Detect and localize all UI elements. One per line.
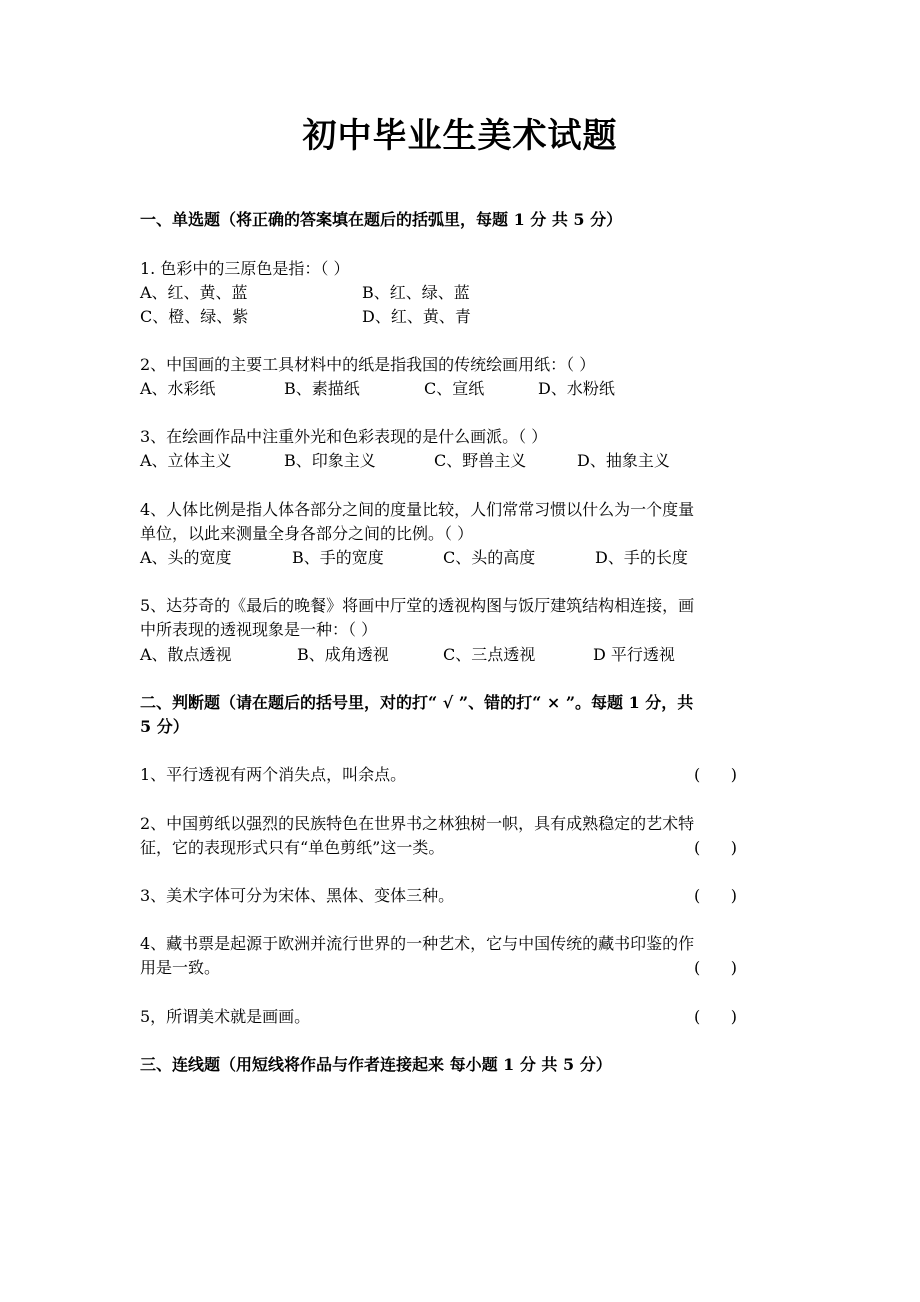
q5-option-d: D 平行透视 — [593, 645, 675, 664]
judge-4-answer-paren: ( ) — [694, 958, 737, 977]
section-3-heading: 三、连线题（用短线将作品与作者连接起来 每小题 1 分 共 5 分） — [140, 1055, 612, 1074]
q2-option-a: A、水彩纸 — [140, 379, 216, 398]
judge-5-answer-paren: ( ) — [694, 1007, 737, 1026]
judge-2-text-line2: 征，它的表现形式只有“单色剪纸”这一类。 — [140, 838, 445, 857]
q5-text-line1: 5、达芬奇的《最后的晚餐》将画中厅堂的透视构图与饭厅建筑结构相连接，画 — [140, 596, 695, 615]
q3-option-d: D、抽象主义 — [577, 451, 670, 470]
judge-2-answer-paren: ( ) — [694, 838, 737, 857]
q1-option-c: C、橙、绿、紫 — [140, 307, 249, 326]
judge-4-text-line1: 4、藏书票是起源于欧洲并流行世界的一种艺术，它与中国传统的藏书印鉴的作 — [140, 934, 695, 953]
q5-text-line2: 中所表现的透视现象是一种：（ ） — [140, 620, 378, 639]
q4-option-d: D、手的长度 — [595, 548, 688, 567]
q4-option-b: B、手的宽度 — [292, 548, 384, 567]
judge-1-text: 1、平行透视有两个消失点，叫余点。 — [140, 765, 407, 784]
q1-option-d: D、红、黄、青 — [362, 307, 471, 326]
q5-option-b: B、成角透视 — [297, 645, 389, 664]
judge-5-text: 5，所谓美术就是画画。 — [140, 1007, 311, 1026]
q2-option-d: D、水粉纸 — [538, 379, 615, 398]
q3-option-c: C、野兽主义 — [434, 451, 527, 470]
q3-option-b: B、印象主义 — [284, 451, 376, 470]
q1-option-a: A、红、黄、蓝 — [140, 283, 248, 302]
q5-option-c: C、三点透视 — [443, 645, 536, 664]
q2-option-c: C、宣纸 — [424, 379, 485, 398]
q2-option-b: B、素描纸 — [284, 379, 360, 398]
q3-text: 3、在绘画作品中注重外光和色彩表现的是什么画派。（ ） — [140, 427, 548, 446]
page-title: 初中毕业生美术试题 — [302, 116, 618, 156]
q4-text-line1: 4、人体比例是指人体各部分之间的度量比较，人们常常习惯以什么为一个度量 — [140, 500, 695, 519]
judge-4-text-line2: 用是一致。 — [140, 958, 221, 977]
q2-text: 2、中国画的主要工具材料中的纸是指我国的传统绘画用纸：（ ） — [140, 355, 596, 374]
judge-2-text-line1: 2、中国剪纸以强烈的民族特色在世界书之林独树一帜，具有成熟稳定的艺术特 — [140, 814, 695, 833]
q1-text: 1. 色彩中的三原色是指：（ ） — [140, 259, 350, 278]
section-2-heading-line2: 5 分） — [140, 717, 189, 736]
q4-text-line2: 单位，以此来测量全身各部分之间的比例。（ ） — [140, 524, 474, 543]
q4-option-c: C、头的高度 — [443, 548, 536, 567]
judge-3-text: 3、美术字体可分为宋体、黑体、变体三种。 — [140, 886, 455, 905]
q1-option-b: B、红、绿、蓝 — [362, 283, 470, 302]
judge-3-answer-paren: ( ) — [694, 886, 737, 905]
q3-option-a: A、立体主义 — [140, 451, 232, 470]
section-2-heading-line1: 二、判断题（请在题后的括号里，对的打“ √ ”、错的打“ × ”。每题 1 分，共 — [140, 693, 694, 712]
section-1-heading: 一、单选题（将正确的答案填在题后的括弧里，每题 1 分 共 5 分） — [140, 210, 623, 229]
judge-1-answer-paren: ( ) — [694, 765, 737, 784]
q5-option-a: A、散点透视 — [140, 645, 232, 664]
q4-option-a: A、头的宽度 — [140, 548, 232, 567]
